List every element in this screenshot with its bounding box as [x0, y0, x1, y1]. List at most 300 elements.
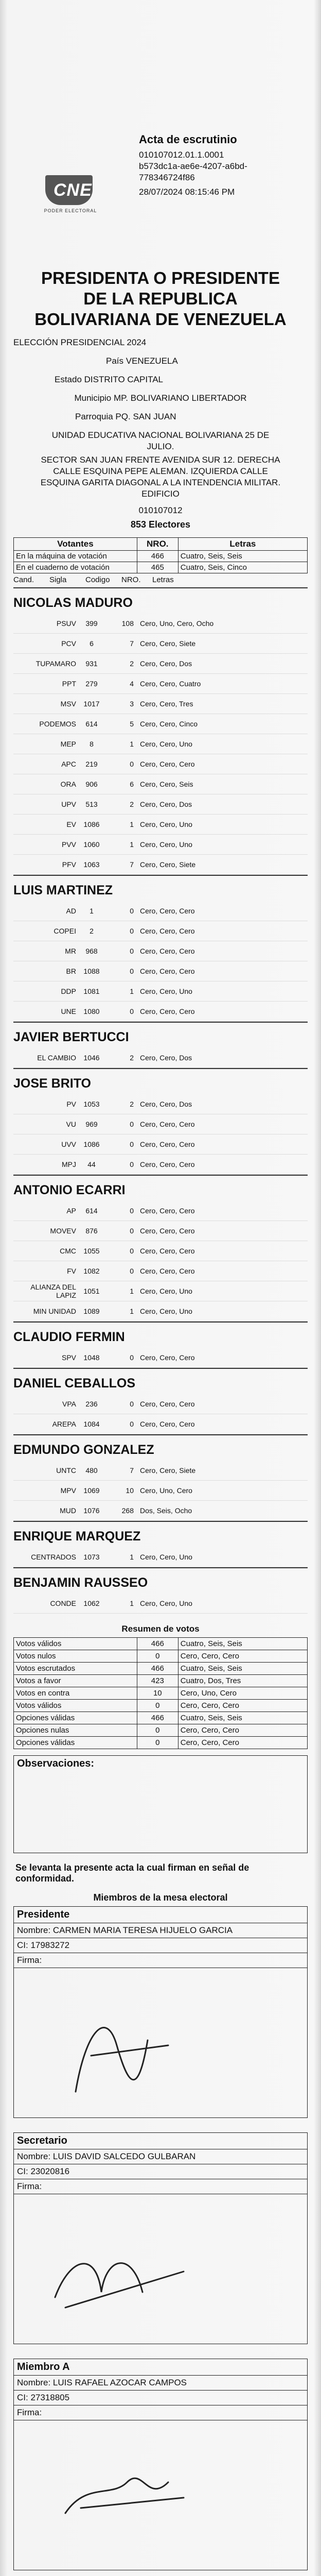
party-sigla: MIN UNIDAD: [33, 1307, 76, 1315]
party-sigla: ALIANZA DEL LAPIZ: [30, 1283, 76, 1299]
party-votes: 7: [130, 1466, 134, 1475]
party-votes-letras: Cero, Cero, Uno: [140, 820, 192, 828]
party-votes-letras: Cero, Cero, Dos: [140, 1100, 192, 1108]
municipio: Municipio MP. BOLIVARIANO LIBERTADOR: [74, 393, 247, 403]
member-signature: [14, 2194, 307, 2344]
acta-uuid-1: b573dc1a-ae6e-4207-a6bd-: [139, 161, 247, 171]
col-cand: Cand.: [13, 575, 34, 584]
resumen-letras: Cero, Cero, Cero: [178, 1737, 307, 1749]
party-votes: 0: [130, 1007, 134, 1015]
party-votes-letras: Cero, Cero, Cero: [140, 1353, 195, 1362]
member-firma-label: Firma:: [14, 1953, 307, 1968]
party-row: [13, 694, 308, 714]
party-codigo: 1089: [83, 1307, 100, 1315]
resumen-row: [14, 1712, 308, 1724]
votantes-nro: 466: [137, 551, 178, 562]
centro-codigo: 010107012: [138, 505, 183, 515]
party-votes-letras: Cero, Cero, Cero: [140, 1120, 195, 1128]
candidate-name: ANTONIO ECARRI: [13, 1175, 308, 1201]
resumen-row: [14, 1663, 308, 1675]
member-block: [13, 2359, 308, 2570]
acta-title: Acta de escrutinio: [139, 133, 237, 146]
party-votes-letras: Dos, Seis, Ocho: [140, 1506, 192, 1515]
candidate-name: JOSE BRITO: [13, 1068, 308, 1094]
party-sigla: UNTC: [56, 1466, 76, 1475]
resumen-row: [14, 1724, 308, 1737]
col-letras: Letras: [152, 575, 174, 584]
resumen-label: Votos escrutados: [14, 1663, 137, 1675]
candidate-name: NICOLAS MADURO: [13, 587, 308, 614]
party-codigo: 8: [90, 740, 94, 748]
party-sigla: CMC: [60, 1247, 76, 1255]
party-codigo: 1076: [83, 1506, 100, 1515]
party-codigo: 1060: [83, 840, 100, 849]
party-votes: 2: [130, 800, 134, 808]
party-row: [13, 981, 308, 1002]
party-votes-letras: Cero, Uno, Cero: [140, 1486, 192, 1495]
candidate-section: [13, 1022, 308, 1068]
party-sigla: PV: [66, 1100, 76, 1108]
party-votes: 4: [130, 680, 134, 688]
resumen-label: Opciones nulas: [14, 1724, 137, 1737]
party-votes: 0: [130, 1353, 134, 1362]
mesa-members: [13, 1906, 308, 2576]
party-sigla: MSV: [60, 700, 76, 708]
party-row: [13, 1481, 308, 1501]
party-votes: 0: [130, 1420, 134, 1428]
party-sigla: MUD: [60, 1506, 76, 1515]
party-codigo: 969: [85, 1120, 98, 1128]
candidate-section: [13, 1434, 308, 1521]
party-votes: 1: [130, 840, 134, 849]
party-row: [13, 921, 308, 941]
party-votes: 1: [130, 740, 134, 748]
party-row: [13, 754, 308, 774]
resumen-row: [14, 1675, 308, 1687]
party-codigo: 6: [90, 639, 94, 648]
party-row: [13, 1002, 308, 1022]
acta-timestamp: 28/07/2024 08:15:46 PM: [139, 187, 235, 197]
party-votes-letras: Cero, Cero, Siete: [140, 860, 196, 869]
party-codigo: 1062: [83, 1599, 100, 1607]
party-votes: 10: [126, 1486, 134, 1495]
party-votes: 0: [130, 1247, 134, 1255]
party-codigo: 1055: [83, 1247, 100, 1255]
acta-header: [13, 0, 308, 268]
party-codigo: 1063: [83, 860, 100, 869]
resumen-title: Resumen de votos: [121, 1624, 200, 1634]
candidate-section: [13, 1321, 308, 1368]
party-sigla: UVV: [61, 1140, 76, 1148]
candidate-section: [13, 1175, 308, 1321]
party-votes-letras: Cero, Cero, Tres: [140, 700, 193, 708]
party-sigla: COPEI: [53, 927, 76, 935]
col-codigo: Codigo: [85, 575, 110, 584]
party-votes-letras: Cero, Cero, Uno: [140, 1599, 192, 1607]
acta-code: 010107012.01.1.0001: [139, 150, 224, 160]
candidate-name: JAVIER BERTUCCI: [13, 1022, 308, 1048]
party-codigo: 1053: [83, 1100, 100, 1108]
party-sigla: PPT: [62, 680, 76, 688]
party-votes: 0: [130, 760, 134, 768]
party-votes-letras: Cero, Cero, Dos: [140, 800, 192, 808]
party-votes: 0: [130, 1227, 134, 1235]
resumen-nro: 10: [137, 1687, 178, 1700]
party-row: [13, 654, 308, 674]
candidate-name: CLAUDIO FERMIN: [13, 1321, 308, 1348]
party-row: [13, 1221, 308, 1241]
party-sigla: UNE: [61, 1007, 76, 1015]
resumen-nro: 466: [137, 1638, 178, 1650]
party-sigla: ORA: [60, 780, 76, 788]
resumen-label: Opciones válidas: [14, 1737, 137, 1749]
candidate-columns: [13, 573, 308, 587]
resumen-nro: 0: [137, 1650, 178, 1663]
nro-header: NRO.: [137, 538, 178, 551]
party-row: [13, 901, 308, 921]
resumen-nro: 0: [137, 1700, 178, 1712]
party-sigla: EV: [66, 820, 76, 828]
candidate-name: EDMUNDO GONZALEZ: [13, 1434, 308, 1461]
party-sigla: AD: [66, 907, 76, 915]
party-votes-letras: Cero, Cero, Cero: [140, 1227, 195, 1235]
election-title: PRESIDENTA O PRESIDENTE DE LA REPUBLICA BOLIVARIANA DE VENEZUELA: [34, 268, 287, 329]
party-votes-letras: Cero, Cero, Uno: [140, 840, 192, 849]
centro: UNIDAD EDUCATIVA NACIONAL BOLIVARIANA 25 DE JULIO.: [51, 430, 270, 451]
party-codigo: 1081: [83, 987, 100, 995]
pais: País VENEZUELA: [106, 356, 178, 366]
votantes-nro: 465: [137, 562, 178, 573]
party-votes: 0: [130, 1160, 134, 1168]
party-codigo: 2: [90, 927, 94, 935]
resumen-row: [14, 1638, 308, 1650]
observaciones-label: Observaciones:: [17, 1758, 95, 1769]
party-codigo: 1: [90, 907, 94, 915]
cne-logo-subtitle: PODER ELECTORAL: [44, 208, 97, 213]
party-sigla: CONDE: [50, 1599, 76, 1607]
party-votes-letras: Cero, Cero, Cero: [140, 1247, 195, 1255]
signature-graphic: [14, 2420, 302, 2570]
party-votes: 0: [130, 907, 134, 915]
candidate-name: BENJAMIN RAUSSEO: [13, 1567, 308, 1594]
resumen-label: Votos en contra: [14, 1687, 137, 1700]
party-row: [13, 714, 308, 734]
resumen-letras: Cuatro, Seis, Seis: [178, 1663, 307, 1675]
party-row: [13, 835, 308, 855]
member-firma-label: Firma:: [14, 2179, 307, 2194]
party-sigla: AREPA: [52, 1420, 76, 1428]
resumen-label: Votos nulos: [14, 1650, 137, 1663]
party-votes-letras: Cero, Cero, Cero: [140, 1007, 195, 1015]
resumen-nro: 0: [137, 1737, 178, 1749]
candidate-section: [13, 1368, 308, 1434]
votantes-table: [13, 537, 308, 573]
party-row: [13, 855, 308, 875]
party-votes: 7: [130, 860, 134, 869]
resumen-letras: Cuatro, Seis, Seis: [178, 1712, 307, 1724]
col-sigla: Sigla: [49, 575, 67, 584]
party-codigo: 1051: [83, 1287, 100, 1295]
party-sigla: PSUV: [56, 619, 76, 628]
direccion: SECTOR SAN JUAN FRENTE AVENIDA SUR 12. DERECHA CALLE ESQUINA PEPE ALEMAN. IZQUIERDA CALLE ESQUINA GARITA DIAGONAL A LA INTENDENCIA MILITAR. EDIFICIO: [40, 455, 281, 499]
party-row: [13, 1281, 308, 1301]
party-votes-letras: Cero, Cero, Cero: [140, 927, 195, 935]
party-row: [13, 1461, 308, 1481]
party-codigo: 279: [85, 680, 98, 688]
party-votes-letras: Cero, Cero, Uno: [140, 987, 192, 995]
votantes-label: En la máquina de votación: [14, 551, 137, 562]
party-sigla: APC: [61, 760, 76, 768]
candidate-results: [13, 587, 308, 1614]
party-votes-letras: Cero, Cero, Cero: [140, 1160, 195, 1168]
party-codigo: 1073: [83, 1553, 100, 1561]
party-row: [13, 774, 308, 794]
party-votes: 1: [130, 1287, 134, 1295]
party-votes: 6: [130, 780, 134, 788]
party-codigo: 1069: [83, 1486, 100, 1495]
cne-logo: [41, 175, 99, 223]
party-codigo: 931: [85, 659, 98, 668]
party-votes-letras: Cero, Cero, Cero: [140, 1267, 195, 1275]
party-codigo: 1046: [83, 1054, 100, 1062]
resumen-nro: 466: [137, 1712, 178, 1724]
party-sigla: UPV: [61, 800, 76, 808]
party-codigo: 513: [85, 800, 98, 808]
party-row: [13, 941, 308, 961]
party-votes: 2: [130, 659, 134, 668]
party-votes-letras: Cero, Cero, Cero: [140, 1420, 195, 1428]
party-codigo: 399: [85, 619, 98, 628]
resumen-letras: Cero, Cero, Cero: [178, 1700, 307, 1712]
signature-graphic: [14, 1968, 302, 2117]
member-name: Nombre: LUIS RAFAEL AZOCAR CAMPOS: [14, 2376, 307, 2391]
party-votes-letras: Cero, Cero, Cuatro: [140, 680, 201, 688]
party-sigla: PFV: [62, 860, 76, 869]
member-block: [13, 2132, 308, 2344]
party-row: [13, 1547, 308, 1567]
party-sigla: PCV: [61, 639, 76, 648]
member-firma-label: Firma:: [14, 2405, 307, 2420]
party-sigla: MR: [65, 947, 76, 955]
party-codigo: 1088: [83, 967, 100, 975]
votantes-letras: Cuatro, Seis, Seis: [178, 551, 307, 562]
party-codigo: 1086: [83, 1140, 100, 1148]
resumen-row: [14, 1687, 308, 1700]
party-row: [13, 1394, 308, 1414]
candidate-section: [13, 587, 308, 875]
votantes-letras: Cuatro, Seis, Cinco: [178, 562, 307, 573]
resumen-nro: 0: [137, 1724, 178, 1737]
candidate-section: [13, 1521, 308, 1567]
party-codigo: 968: [85, 947, 98, 955]
party-votes-letras: Cero, Cero, Uno: [140, 740, 192, 748]
party-sigla: SPV: [61, 1353, 76, 1362]
resumen-letras: Cuatro, Seis, Seis: [178, 1638, 307, 1650]
party-votes-letras: Cero, Cero, Cero: [140, 947, 195, 955]
party-votes-letras: Cero, Cero, Cero: [140, 1400, 195, 1408]
party-row: [13, 1114, 308, 1134]
party-row: [13, 961, 308, 981]
votantes-header: Votantes: [14, 538, 137, 551]
party-votes-letras: Cero, Cero, Uno: [140, 1287, 192, 1295]
party-row: [13, 815, 308, 835]
party-codigo: 1017: [83, 700, 100, 708]
party-votes: 268: [121, 1506, 134, 1515]
party-row: [13, 1048, 308, 1068]
estado: Estado DISTRITO CAPITAL: [55, 375, 163, 384]
party-votes-letras: Cero, Cero, Cero: [140, 1140, 195, 1148]
party-sigla: VU: [66, 1120, 76, 1128]
party-codigo: 614: [85, 1207, 98, 1215]
party-sigla: FV: [67, 1267, 76, 1275]
candidate-section: [13, 1567, 308, 1614]
party-votes-letras: Cero, Cero, Dos: [140, 1054, 192, 1062]
party-codigo: 44: [87, 1160, 96, 1168]
party-votes-letras: Cero, Cero, Cero: [140, 907, 195, 915]
candidate-name: ENRIQUE MARQUEZ: [13, 1521, 308, 1547]
members-title: Miembros de la mesa electoral: [93, 1892, 228, 1903]
party-codigo: 480: [85, 1466, 98, 1475]
member-role: Presidente: [14, 1907, 307, 1923]
party-row: [13, 794, 308, 815]
party-votes-letras: Cero, Cero, Cero: [140, 967, 195, 975]
party-codigo: 1080: [83, 1007, 100, 1015]
party-votes-letras: Cero, Cero, Uno: [140, 1307, 192, 1315]
resumen-letras: Cero, Uno, Cero: [178, 1687, 307, 1700]
party-row: [13, 1301, 308, 1321]
party-votes-letras: Cero, Cero, Uno: [140, 1553, 192, 1561]
signature-graphic: [14, 2194, 302, 2344]
member-name: Nombre: CARMEN MARIA TERESA HIJUELO GARCIA: [14, 1923, 307, 1938]
party-codigo: 1086: [83, 820, 100, 828]
party-votes-letras: Cero, Cero, Cero: [140, 760, 195, 768]
party-codigo: 614: [85, 720, 98, 728]
party-codigo: 1084: [83, 1420, 100, 1428]
party-votes: 0: [130, 927, 134, 935]
party-sigla: TUPAMARO: [35, 659, 76, 668]
parroquia: Parroquia PQ. SAN JUAN: [75, 412, 176, 421]
party-votes: 0: [130, 947, 134, 955]
party-row: [13, 614, 308, 634]
party-sigla: PODEMOS: [39, 720, 76, 728]
resumen-nro: 466: [137, 1663, 178, 1675]
mesa-electores: 853 Electores: [130, 519, 191, 530]
party-sigla: DDP: [61, 987, 76, 995]
cne-logo-text: CNE: [53, 180, 92, 200]
party-votes: 0: [130, 1140, 134, 1148]
resumen-label: Votos válidos: [14, 1638, 137, 1650]
resumen-row: [14, 1737, 308, 1749]
party-votes-letras: Cero, Cero, Cinco: [140, 720, 198, 728]
col-nro: NRO.: [121, 575, 141, 584]
party-codigo: 236: [85, 1400, 98, 1408]
party-votes-letras: Cero, Cero, Dos: [140, 659, 192, 668]
party-codigo: 1048: [83, 1353, 100, 1362]
party-votes-letras: Cero, Cero, Cero: [140, 1207, 195, 1215]
resumen-row: [14, 1700, 308, 1712]
party-sigla: MPV: [60, 1486, 76, 1495]
party-votes-letras: Cero, Cero, Siete: [140, 1466, 196, 1475]
party-votes: 2: [130, 1100, 134, 1108]
resumen-label: Opciones válidas: [14, 1712, 137, 1724]
eleccion: ELECCIÓN PRESIDENCIAL 2024: [13, 337, 147, 347]
party-votes: 7: [130, 639, 134, 648]
party-row: [13, 1134, 308, 1155]
resumen-nro: 423: [137, 1675, 178, 1687]
party-codigo: 906: [85, 780, 98, 788]
party-votes: 108: [121, 619, 134, 628]
party-votes: 0: [130, 1400, 134, 1408]
member-ci: CI: 27318805: [14, 2391, 307, 2405]
observaciones-box: [13, 1755, 308, 1853]
party-votes: 5: [130, 720, 134, 728]
party-row: [13, 1501, 308, 1521]
party-sigla: CENTRADOS: [31, 1553, 76, 1561]
party-votes: 1: [130, 1553, 134, 1561]
letras-header: Letras: [178, 538, 307, 551]
resumen-table: [13, 1637, 308, 1749]
party-codigo: 876: [85, 1227, 98, 1235]
member-block: [13, 1906, 308, 2118]
member-ci: CI: 17983272: [14, 1938, 307, 1953]
party-votes: 0: [130, 1267, 134, 1275]
party-sigla: MEP: [60, 740, 76, 748]
party-row: [13, 1414, 308, 1434]
party-row: [13, 1348, 308, 1368]
member-ci: CI: 23020816: [14, 2164, 307, 2179]
party-votes-letras: Cero, Uno, Cero, Ocho: [140, 619, 214, 628]
party-sigla: VPA: [62, 1400, 76, 1408]
party-votes: 0: [130, 1207, 134, 1215]
party-sigla: EL CAMBIO: [37, 1054, 76, 1062]
resumen-row: [14, 1650, 308, 1663]
party-sigla: PVV: [61, 840, 76, 849]
party-codigo: 219: [85, 760, 98, 768]
acta-uuid-2: 778346724f86: [139, 173, 195, 182]
resumen-letras: Cero, Cero, Cero: [178, 1650, 307, 1663]
party-sigla: MPJ: [62, 1160, 76, 1168]
party-row: [13, 674, 308, 694]
resumen-label: Votos válidos: [14, 1700, 137, 1712]
party-row: [13, 634, 308, 654]
party-votes: 1: [130, 820, 134, 828]
candidate-name: LUIS MARTINEZ: [13, 875, 308, 901]
resumen-label: Votos a favor: [14, 1675, 137, 1687]
party-votes: 2: [130, 1054, 134, 1062]
party-row: [13, 734, 308, 754]
candidate-section: [13, 1068, 308, 1175]
party-row: [13, 1261, 308, 1281]
party-sigla: BR: [66, 967, 76, 975]
party-votes: 3: [130, 700, 134, 708]
party-votes: 1: [130, 1599, 134, 1607]
resumen-letras: Cero, Cero, Cero: [178, 1724, 307, 1737]
party-row: [13, 1094, 308, 1114]
party-votes-letras: Cero, Cero, Siete: [140, 639, 196, 648]
party-sigla: MOVEV: [50, 1227, 76, 1235]
party-sigla: AP: [66, 1207, 76, 1215]
party-votes: 0: [130, 967, 134, 975]
party-row: [13, 1201, 308, 1221]
member-signature: [14, 1968, 307, 2117]
member-name: Nombre: LUIS DAVID SALCEDO GULBARAN: [14, 2149, 307, 2164]
party-votes-letras: Cero, Cero, Seis: [140, 780, 193, 788]
member-signature: [14, 2420, 307, 2570]
party-votes: 1: [130, 987, 134, 995]
member-role: Miembro A: [14, 2359, 307, 2376]
member-role: Secretario: [14, 2133, 307, 2149]
resumen-letras: Cuatro, Dos, Tres: [178, 1675, 307, 1687]
